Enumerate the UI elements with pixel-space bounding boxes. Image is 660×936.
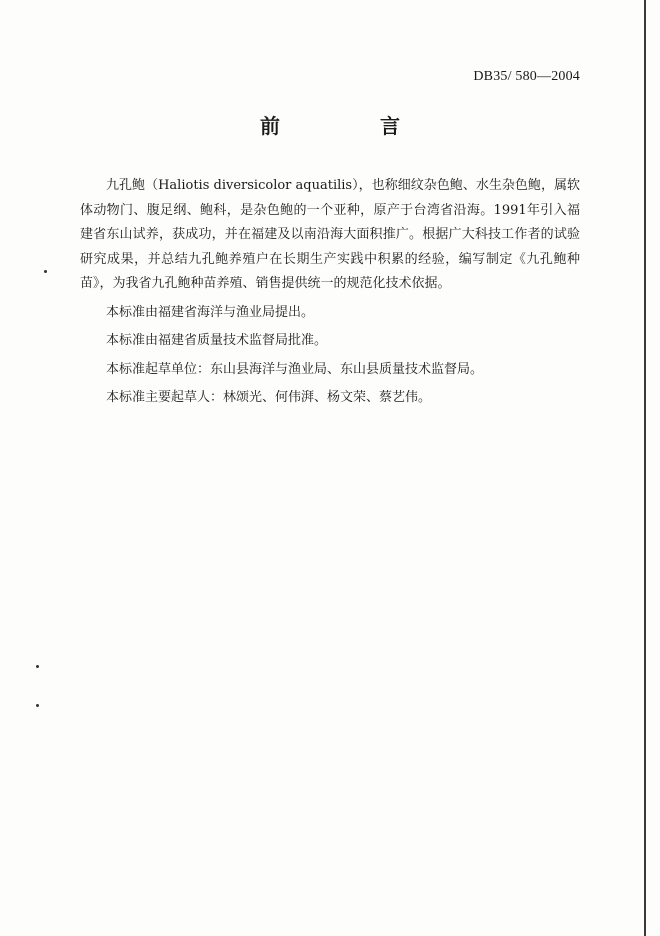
paragraph-introduction: 九孔鲍（Haliotis diversicolor aquatilis），也称细纹杂色鲍、水生杂色鲍，属软体动物门、腹足纲、鲍科，是杂色鲍的一个亚种，原产于台湾省沿海。1991年引入福建省东山试养，获成功，并在福建及以南沿海大面积推广。根据广大科技工作者的试验研究成果，并总结九孔鲍养殖户在长期生产实践中积累的经验，编写制定《九孔鲍种苗》，为我省九孔鲍种苗养殖、销售提供统一的规范化技术依据。 <box>80 178 580 291</box>
paragraph-drafters: 本标准主要起草人：林颂光、何伟湃、杨文荣、蔡艺伟。 <box>106 390 432 405</box>
scan-speck <box>36 704 39 707</box>
document-number: DB35/ 580—2004 <box>473 69 580 84</box>
page-title: 前 言 <box>260 114 440 138</box>
scan-speck <box>36 665 39 668</box>
foreword-body <box>80 174 580 415</box>
paragraph-proposer: 本标准由福建省海洋与渔业局提出。 <box>106 304 315 320</box>
scan-edge-line <box>644 0 646 936</box>
paragraph-approver: 本标准由福建省质量技术监督局批准。 <box>106 333 328 348</box>
paragraph-drafting-units: 本标准起草单位：东山县海洋与渔业局、东山县质量技术监督局。 <box>106 361 484 377</box>
scan-speck <box>44 270 47 273</box>
